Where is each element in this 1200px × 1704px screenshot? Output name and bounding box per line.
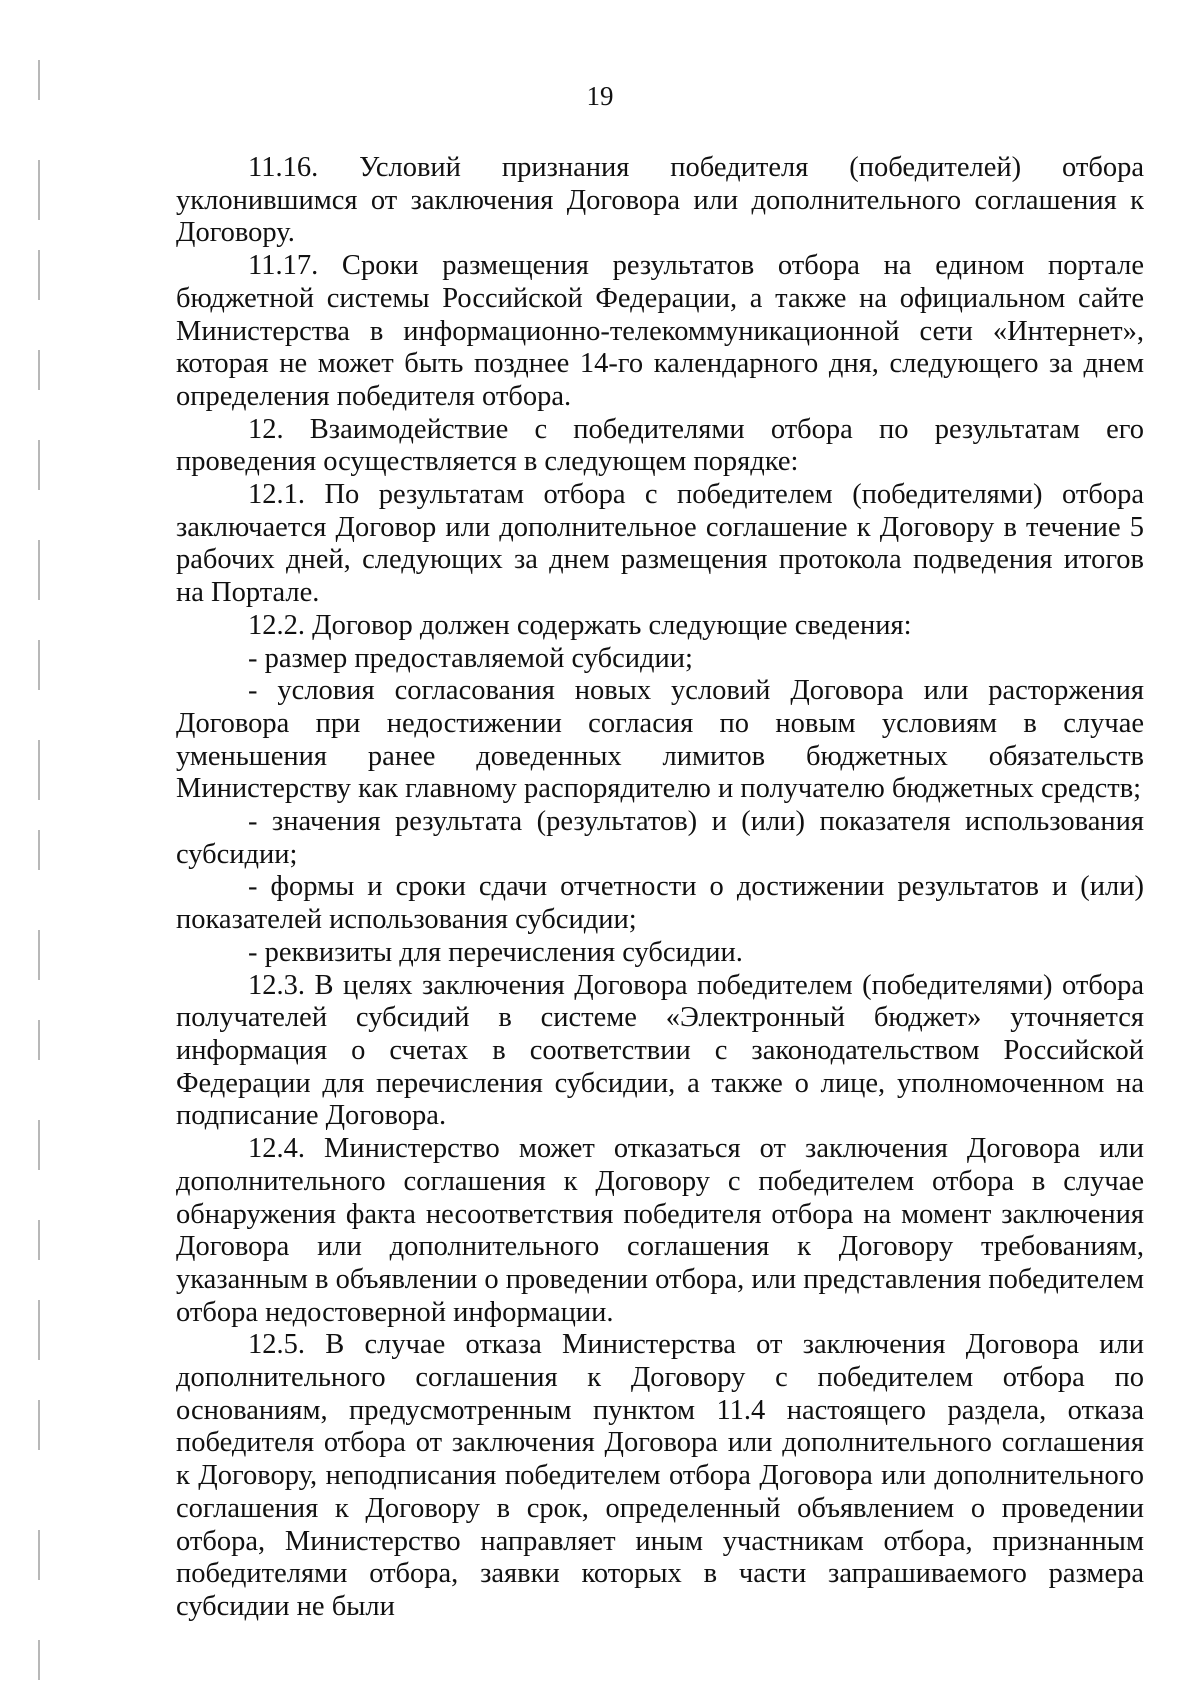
scan-artifact xyxy=(38,1300,40,1360)
paragraph-12: 12. Взаимодействие с победителями отбора по результатам его проведения осуществляется в следующем порядке: xyxy=(176,413,1144,478)
paragraph-11-17: 11.17. Сроки размещения результатов отбора на едином портале бюджетной системы Российской Федерации, а также на официальном сайте Министерства в информационно-телекоммуникационной сети «Интернет», которая не может быть позднее 14-го календарного дня, следующего за днем определения победителя отбора. xyxy=(176,250,1144,412)
list-item-payment-details: - реквизиты для перечисления субсидии. xyxy=(248,936,743,968)
scan-artifact xyxy=(38,1120,40,1170)
page-number: 19 xyxy=(586,81,614,111)
scan-artifact xyxy=(38,1220,40,1260)
paragraph-12-4: 12.4. Министерство может отказаться от заключения Договора или дополнительного соглашения к Договору с победителем отбора в случае обнаружения факта несоответствия победителя отбора на момент заключения Договора или дополнительного соглашения к Договору требованиям, указанным в объявлении о проведении отбора, или представления победителем отбора недостоверной информации. xyxy=(176,1133,1144,1328)
scan-artifact xyxy=(38,1020,40,1060)
scan-artifact xyxy=(38,540,40,600)
scan-artifact xyxy=(38,830,40,870)
list-item-reporting-forms: - формы и сроки сдачи отчетности о достижении результатов и (или) показателей использования субсидии; xyxy=(176,871,1144,936)
body-text xyxy=(176,152,1144,1624)
paragraph-11-16: 11.16. Условий признания победителя (победителей) отбора уклонившимся от заключения Договора или дополнительного соглашения к Договору. xyxy=(176,152,1144,249)
paragraph-12-3: 12.3. В целях заключения Договора победителем (победителями) отбора получателей субсидий в системе «Электронный бюджет» уточняется информация о счетах в соответствии с законодательством Российской Федерации для перечисления субсидии, а также о лице, уполномоченном на подписание Договора. xyxy=(176,969,1144,1132)
scan-artifact xyxy=(38,640,40,690)
paragraph-12-1: 12.1. По результатам отбора с победителем (победителями) отбора заключается Договор или дополнительное соглашение к Договору в течение 5 рабочих дней, следующих за днем размещения протокола подведения итогов на Портале. xyxy=(176,479,1144,609)
scan-artifact xyxy=(38,250,40,300)
scan-artifact xyxy=(38,1530,40,1580)
paragraph-12-2: 12.2. Договор должен содержать следующие сведения: xyxy=(248,609,912,641)
paragraph-12-5: 12.5. В случае отказа Министерства от заключения Договора или дополнительного соглашения к Договору с победителем отбора по основаниям, предусмотренным пунктом 11.4 настоящего раздела, отказа победителя отбора от заключения Договора или дополнительного соглашения к Договору, неподписания победителем отбора Договора или дополнительного соглашения к Договору в срок, определенный объявлением о проведении отбора, Министерство направляет иным участникам отбора, признанным победителями отбора, заявки которых в части запрашиваемого размера субсидии не были xyxy=(176,1329,1144,1622)
list-item-agreement-terms: - условия согласования новых условий Договора или расторжения Договора при недостижении согласия по новым условиям в случае уменьшения ранее доведенных лимитов бюджетных обязательств Министерству как главному распорядителю и получателю бюджетных средств; xyxy=(176,675,1144,805)
scan-artifact xyxy=(38,1640,40,1680)
scan-artifact xyxy=(38,350,40,390)
scan-artifact xyxy=(38,740,40,800)
list-item-result-values: - значения результата (результатов) и (или) показателя использования субсидии; xyxy=(176,806,1144,870)
scan-artifact xyxy=(38,1400,40,1450)
scan-artifact xyxy=(38,160,40,220)
scan-artifact xyxy=(38,930,40,980)
list-item-subsidy-size: - размер предоставляемой субсидии; xyxy=(248,642,693,674)
scan-artifact xyxy=(38,440,40,490)
